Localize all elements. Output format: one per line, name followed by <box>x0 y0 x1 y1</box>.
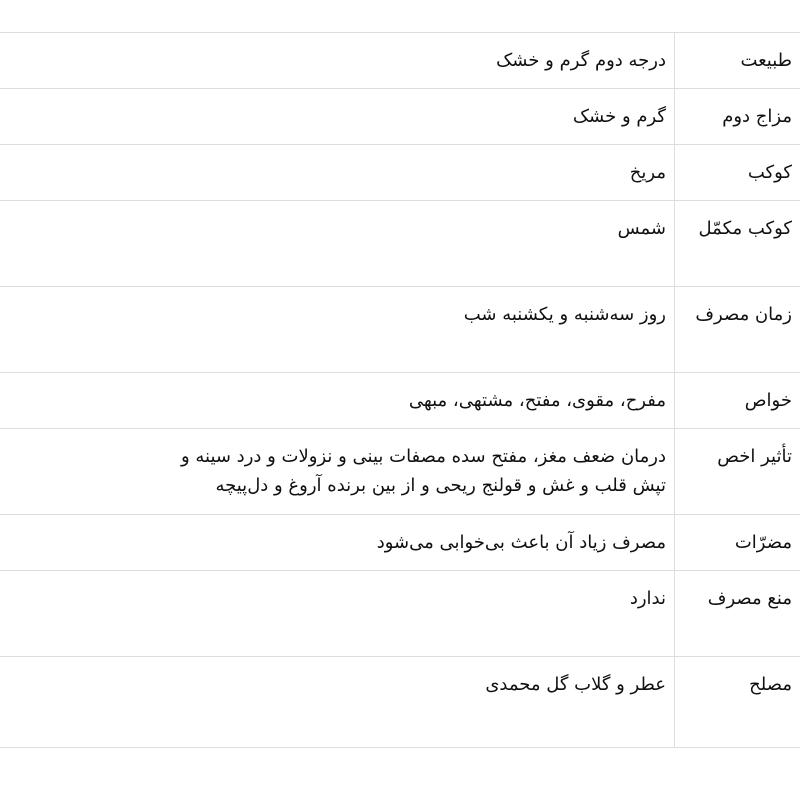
row-value: درجه دوم گرم و خشک <box>0 33 675 89</box>
row-value: گرم و خشک <box>0 89 675 145</box>
row-label: کوکب مکمّل <box>675 201 800 287</box>
row-value-line: درمان ضعف مغز، مفتح سده مصفات بینی و نزولات و درد سینه و <box>180 446 666 467</box>
table-row <box>0 89 800 145</box>
properties-table <box>0 32 800 748</box>
row-value: ندارد <box>0 571 675 657</box>
table-row <box>0 429 800 515</box>
row-value: شمس <box>0 201 675 287</box>
table-row <box>0 201 800 287</box>
row-label: زمان مصرف <box>675 287 800 373</box>
row-label: منع مصرف <box>675 571 800 657</box>
table-row <box>0 373 800 429</box>
row-label: خواص <box>675 373 800 429</box>
row-value: مصرف زیاد آن باعث بی‌خوابی می‌شود <box>0 515 675 571</box>
table-row <box>0 657 800 748</box>
row-label: کوکب <box>675 145 800 201</box>
row-value: مریخ <box>0 145 675 201</box>
table-row <box>0 571 800 657</box>
table-row <box>0 515 800 571</box>
table-row <box>0 287 800 373</box>
row-value-line: تپش قلب و غش و قولنج ریحی و از بین برنده آروغ و دل‌پیچه <box>215 475 666 496</box>
row-label: مصلح <box>675 657 800 748</box>
row-label: مضرّات <box>675 515 800 571</box>
row-label: طبیعت <box>675 33 800 89</box>
table-row <box>0 33 800 89</box>
table-row <box>0 145 800 201</box>
row-label: تأثیر اخص <box>675 429 800 515</box>
row-value: مفرح، مقوی، مفتح، مشتهی، مبهی <box>0 373 675 429</box>
row-value: روز سه‌شنبه و یکشنبه شب <box>0 287 675 373</box>
row-value <box>0 429 675 515</box>
row-value: عطر و گلاب گل محمدی <box>0 657 675 748</box>
row-label: مزاج دوم <box>675 89 800 145</box>
